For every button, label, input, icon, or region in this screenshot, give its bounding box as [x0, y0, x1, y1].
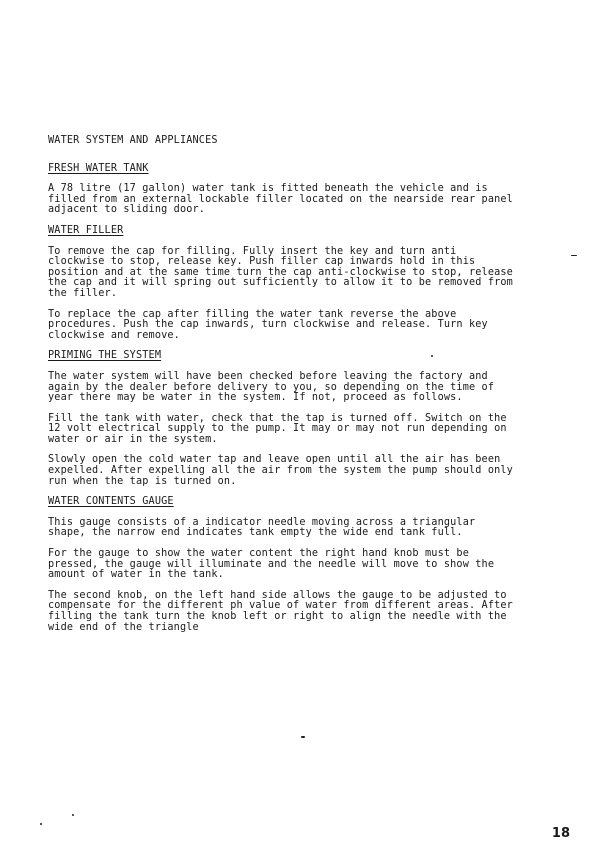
paragraph: This gauge consists of a indicator needle moving across a triangular shape, the narrow end indicates tank empty the wide end tank full. [48, 516, 476, 539]
paragraph: Fill the tank with water, check that the tap is turned off. Switch on the 12 volt electrical supply to the pump. It may or may not run depending on water or air in the system. [48, 412, 507, 445]
section-heading: WATER CONTENTS GAUGE [48, 496, 174, 508]
paragraph: To replace the cap after filling the water tank reverse the above procedures. Push the cap inwards, turn clockwise and release. Turn key clockwise and remove. [48, 308, 488, 341]
section-priming-the-system [48, 351, 518, 487]
paragraph: The water system will have been checked before leaving the factory and again by the dealer before delivery to you, so depending on the time of year there may be water in the system. If not, proceed as follows. [48, 370, 495, 404]
page-number: 18 [551, 826, 570, 841]
document-body [48, 136, 518, 643]
scan-speck [301, 736, 305, 738]
paragraph: For the gauge to show the water content the right hand knob must be pressed, the gauge will illuminate and the needle will move to show the amount of water in the tank. [48, 548, 495, 581]
section-fresh-water-tank [48, 164, 518, 216]
section-heading: PRIMING THE SYSTEM [48, 350, 162, 362]
scan-speck [72, 814, 74, 816]
scan-speck [40, 823, 42, 825]
section-heading: WATER FILLER [48, 224, 124, 236]
page-title: WATER SYSTEM AND APPLIANCES [48, 135, 218, 146]
paragraph: The second knob, on the left hand side allows the gauge to be adjusted to compensate for the different ph value of water from different areas. After filling the tank turn the knob left or right to align the needle with the wide end of the triangle [48, 589, 513, 633]
scan-speck [431, 355, 433, 357]
paragraph: Slowly open the cold water tap and leave open until all the air has been expelled. After expelling all the air from the system the pump should only run when the tap is turned on. [48, 454, 513, 487]
paragraph: To remove the cap for filling. Fully insert the key and turn anti clockwise to stop, release key. Push filler cap inwards hold in this position and at the same time turn the cap anti-clockwise to stop, release the cap and it will spring out sufficiently to allow it to be removed from the filler. [48, 245, 513, 299]
section-water-filler [48, 226, 518, 341]
section-water-contents-gauge [48, 497, 518, 633]
section-heading: FRESH WATER TANK [48, 162, 149, 174]
scan-speck [571, 255, 577, 256]
paragraph: A 78 litre (17 gallon) water tank is fitted beneath the vehicle and is filled from an external lockable filler located on the nearside rear panel adjacent to sliding door. [48, 183, 513, 216]
